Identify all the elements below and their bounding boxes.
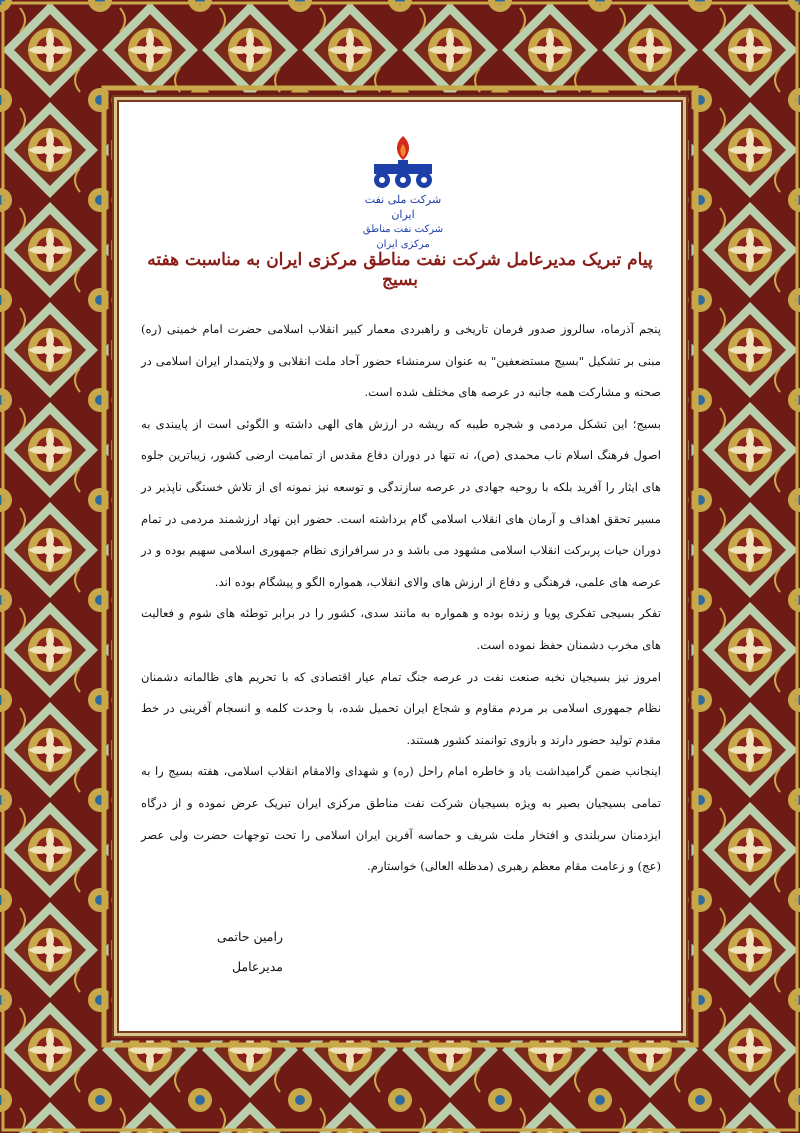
logo-subsidiary-name: شرکت نفت مناطق مرکزی ایران	[362, 224, 444, 250]
logo-company-name: شرکت ملی نفت ایران	[364, 193, 442, 221]
signer-name: رامین حاتمی	[216, 929, 283, 944]
paragraph: امروز نیز بسیجیان نخبه صنعت نفت در عرصه جنگ تمام عیار اقتصادی که با تحریم های ظالمانه دشمنان نظام جمهوری اسلامی بر مردم مقاوم و شجاع ایران تحمیل شده، با وحدت کلمه و انسجام آفرینی در خط مقدم تولید حضور دارند و بازوی توانمند کشور هستند.	[141, 669, 661, 747]
paragraph: بسیج؛ این تشکل مردمی و شجره طیبه که ریشه در ارزش های الهی داشته و الگوئی است از پایبندی به اصول فرهنگ اسلام ناب محمدی (ص)، نه تنها در دوران دفاع مقدس از تمامیت ارضی کشور، زیباترین جلوه های ایثار را آفرید بلکه با روحیه جهادی در عرصه سازندگی و توسعه نیز نمونه ای از تلاش خستگی ناپذیر در مسیر تحقق اهداف و آرمان های انقلاب اسلامی گام برداشته است. حضور این نهاد ارزشمند مردمی در تمام دوران حیات پربرکت انقلاب اسلامی مشهود می باشد و در سرافرازی نظام جمهوری اسلامی سهیم بوده و در عرصه های علمی، فرهنگی و دفاع از ارزش های والای انقلاب، همواره الگو و پیشگام بوده اند.	[141, 416, 661, 589]
nioc-flame-logo-icon	[368, 134, 438, 192]
company-logo	[355, 134, 451, 252]
paragraph: تفکر بسیجی تفکری پویا و زنده بوده و همواره به مانند سدی، کشور را در برابر توطئه های شوم و فعالیت های مخرب دشمنان حفظ نموده است.	[141, 606, 661, 652]
document-paper	[117, 100, 683, 1033]
message-title: پیام تبریک مدیرعامل شرکت نفت مناطق مرکزی ایران به مناسبت هفته بسیج	[147, 250, 653, 290]
paragraph: اینجانب ضمن گرامیداشت یاد و خاطره امام راحل (ره) و شهدای والامقام انقلاب اسلامی، هفته بسیج را به تمامی بسیجیان بصیر به ویژه بسیجیان شرکت نفت مناطق مرکزی ایران تبریک عرض نموده و از درگاه ایزدمنان سربلندی و افتخار ملت شریف و حماسه آفرین ایران اسلامی را تحت توجهات حضرت ولی عصر (عج) و زعامت مقام معظم رهبری (مدظله العالی) خواستارم.	[141, 764, 661, 874]
message-body	[141, 314, 661, 883]
paragraph: پنجم آذرماه، سالروز صدور فرمان تاریخی و راهبردی معمار کبیر انقلاب اسلامی حضرت امام خمینی (ره) مبنی بر تشکیل "بسیج مستضعفین" به عنوان سرمنشاء حضور آحاد ملت انقلابی و ولایتمدار ایران اسلامی در صحنه و مشارکت همه جانبه در عرصه های مختلف شده است.	[141, 322, 661, 400]
signature-block	[217, 922, 283, 982]
signer-position: مدیرعامل	[231, 959, 283, 974]
